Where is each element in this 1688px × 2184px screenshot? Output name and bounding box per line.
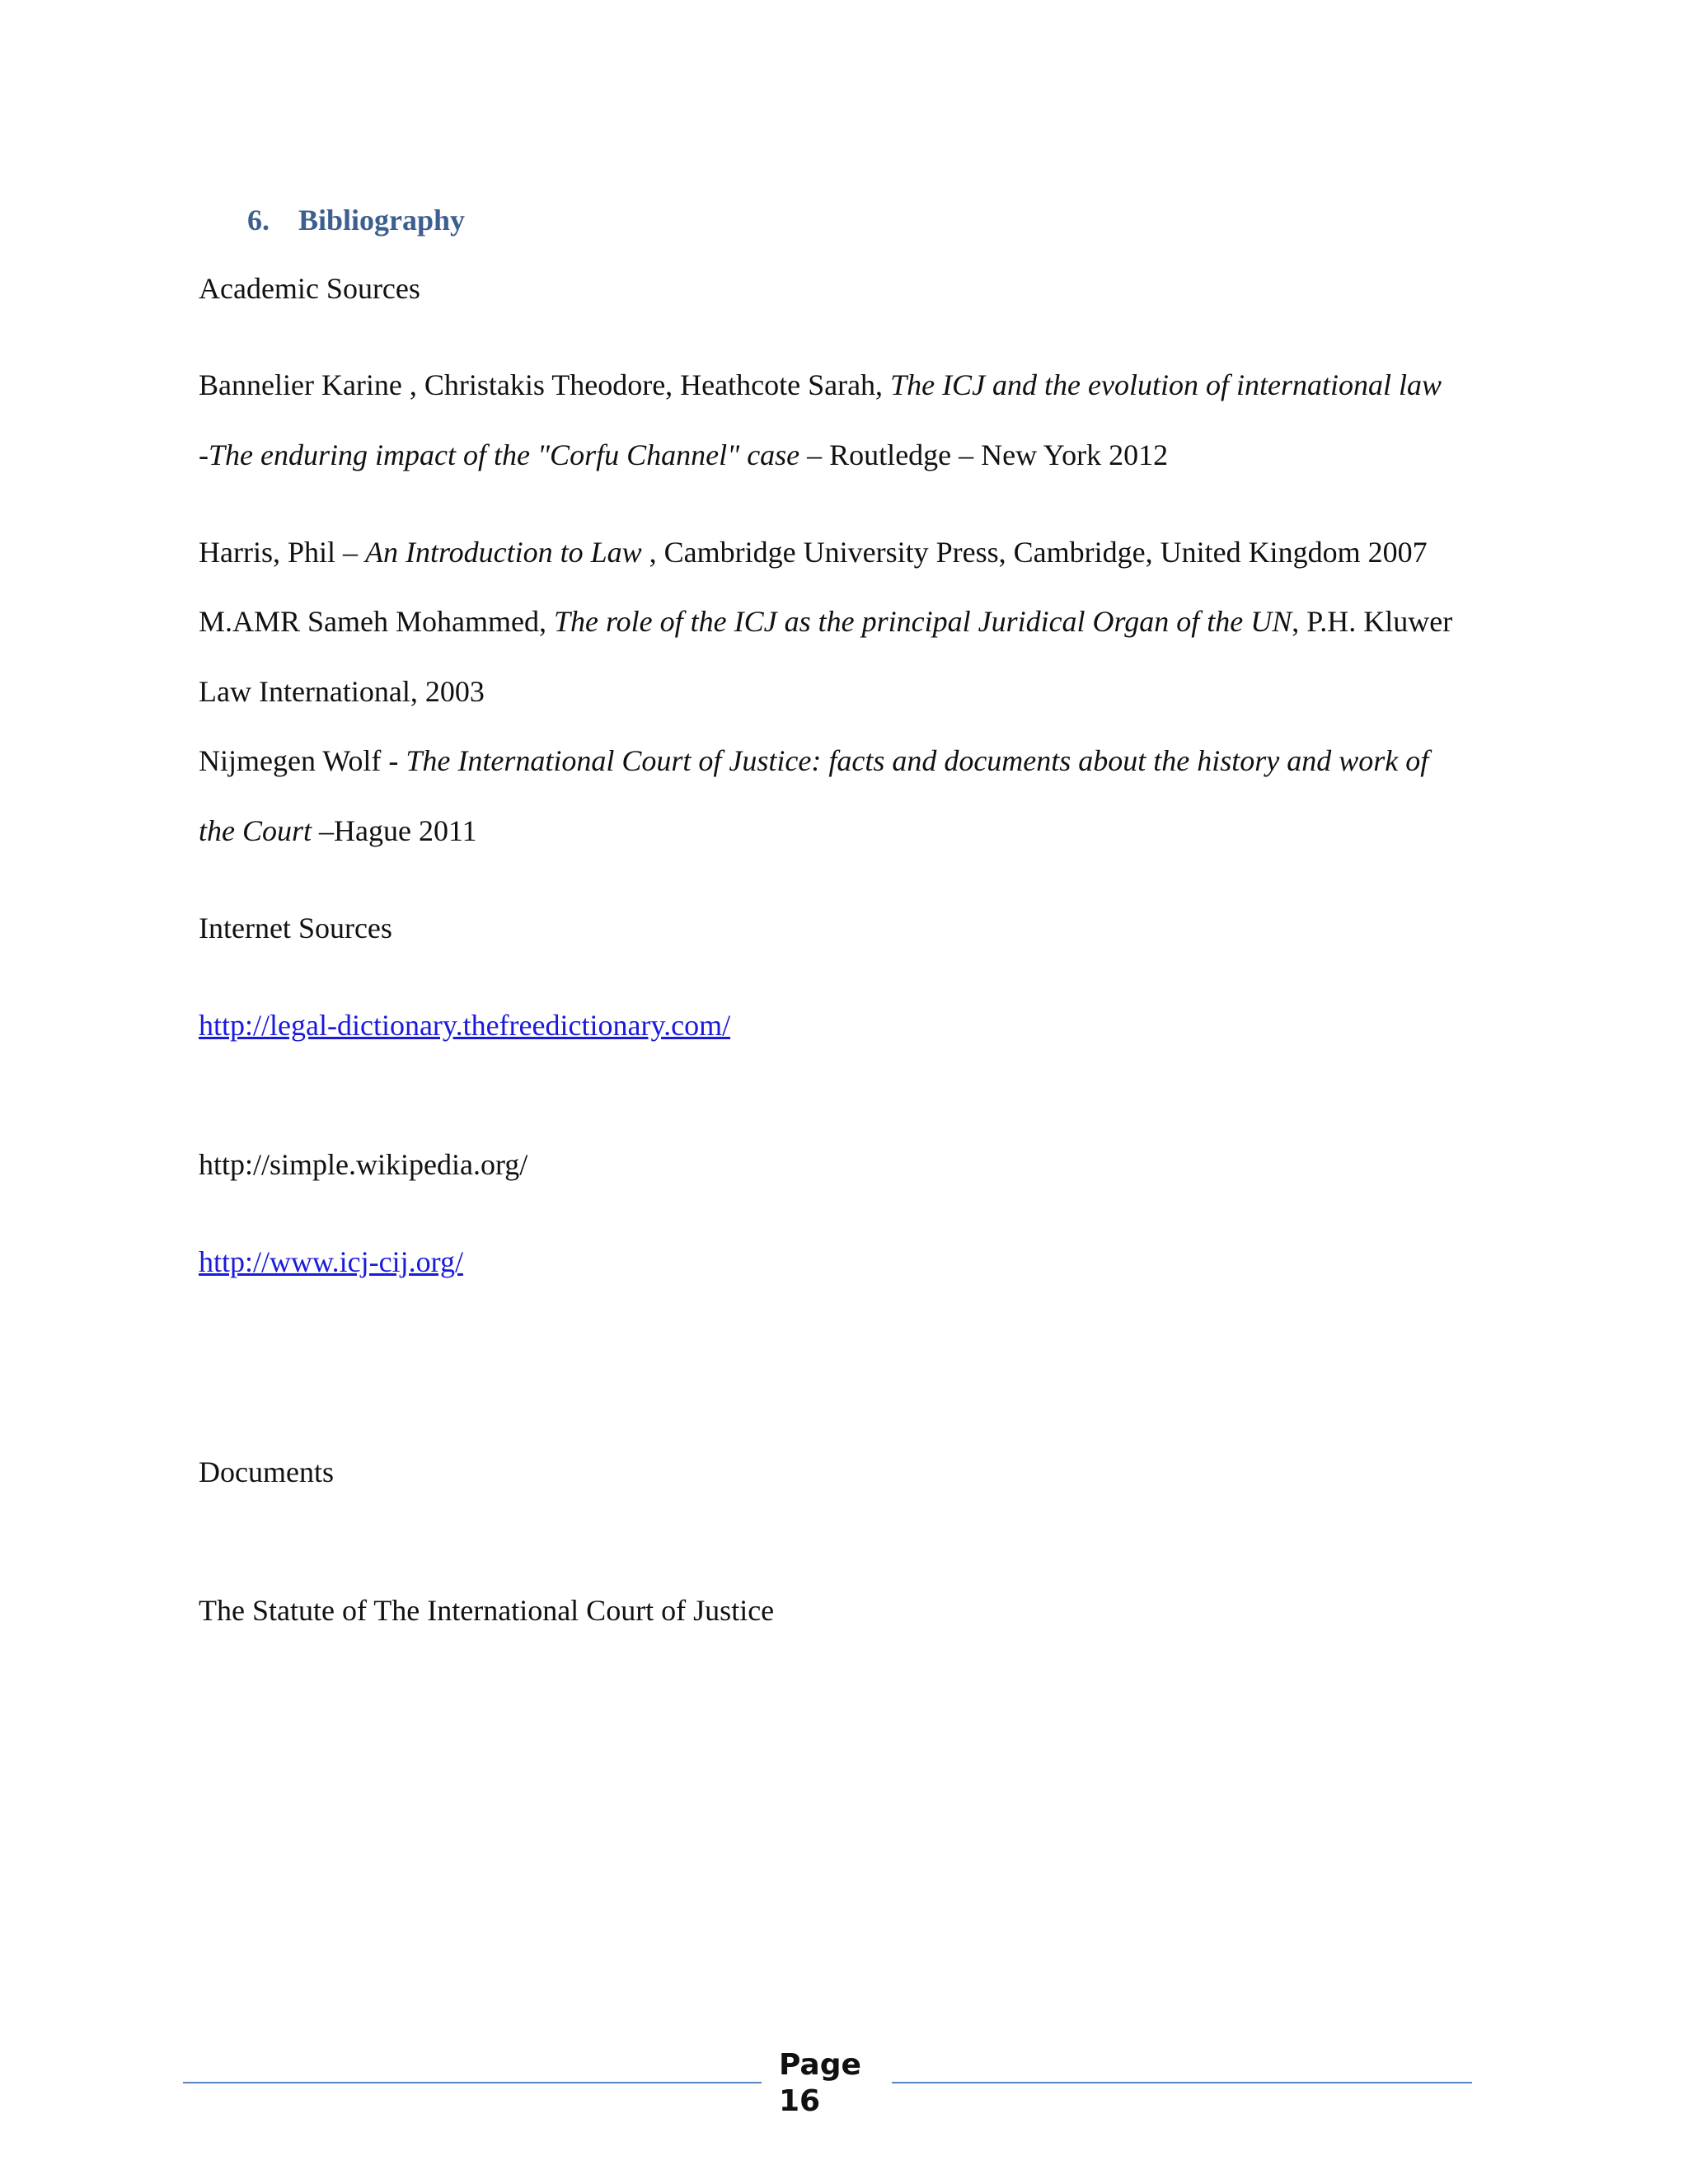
freedictionary-link-row [199, 1010, 730, 1040]
section-number: 6. [247, 204, 270, 237]
internet-sources-label: Internet Sources [199, 912, 392, 944]
wolf-title-part2: the Court [199, 814, 312, 847]
section-title: Bibliography [298, 204, 466, 237]
page-number-value: 16 [779, 2084, 821, 2118]
bib-entry-harris [199, 537, 1428, 567]
bib-entry-bannelier-line2 [199, 440, 1168, 470]
bib-entry-amr-line2: Law International, 2003 [199, 675, 485, 708]
bib-entry-bannelier-line1 [199, 370, 1442, 400]
bannelier-authors: Bannelier Karine , Christakis Theodore, Heathcote Sarah, [199, 368, 891, 401]
icj-link[interactable]: http://www.icj-cij.org/ [199, 1245, 463, 1278]
bib-entry-wolf-line2 [199, 816, 477, 846]
amr-publisher: , P.H. Kluwer [1292, 605, 1453, 638]
page-word: Page [779, 2048, 861, 2082]
wikipedia-url: http://simple.wikipedia.org/ [199, 1148, 528, 1181]
wolf-publisher: –Hague 2011 [312, 814, 477, 847]
page-number [779, 2047, 861, 2120]
bib-entry-amr-line1 [199, 607, 1452, 636]
section-heading [247, 203, 465, 237]
amr-authors: M.AMR Sameh Mohammed, [199, 605, 554, 638]
documents-label: Documents [199, 1455, 334, 1488]
academic-sources-label: Academic Sources [199, 272, 420, 305]
bannelier-title-part1: The ICJ and the evolution of international law [890, 368, 1442, 401]
bannelier-publisher: – Routledge – New York 2012 [799, 438, 1169, 471]
icj-link-row [199, 1247, 463, 1277]
wolf-title-part1: The International Court of Justice: facts and documents about the history and work of [406, 744, 1429, 777]
bib-entry-wolf-line1 [199, 746, 1428, 776]
footer-rule-right [892, 2082, 1472, 2083]
bannelier-title-part2: -The enduring impact of the "Corfu Channel" case [199, 438, 800, 471]
freedictionary-link[interactable]: http://legal-dictionary.thefreedictionary.com/ [199, 1009, 731, 1042]
footer-rule-left [183, 2082, 762, 2083]
wolf-authors: Nijmegen Wolf - [199, 744, 406, 777]
amr-title: The role of the ICJ as the principal Juridical Organ of the UN [553, 605, 1292, 638]
harris-authors: Harris, Phil – [199, 536, 365, 569]
harris-title: An Introduction to Law [365, 536, 642, 569]
statute-document: The Statute of The International Court of Justice [199, 1594, 775, 1627]
harris-publisher: , Cambridge University Press, Cambridge, United Kingdom 2007 [641, 536, 1428, 569]
